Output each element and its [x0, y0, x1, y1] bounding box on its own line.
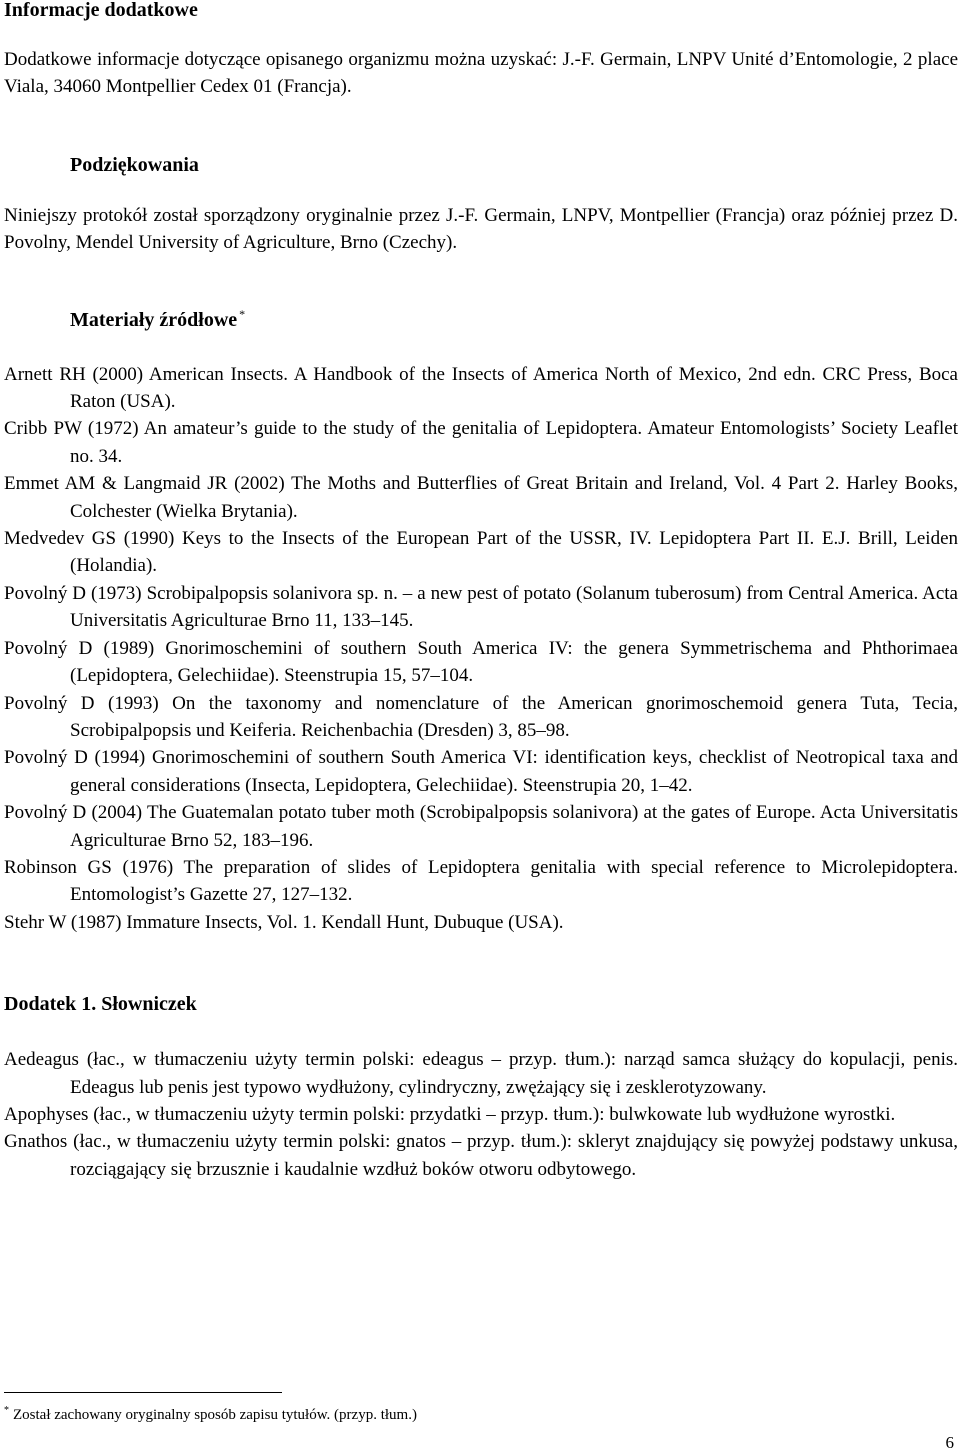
reference-item: Povolný D (1993) On the taxonomy and nomenclature of the American gnorimoschemoid genera Tuta, Tecia, Scrobipalpopsis und Keiferia. Reichenbachia (Dresden) 3, 85–98.: [4, 692, 958, 741]
reference-item: Povolný D (2004) The Guatemalan potato tuber moth (Scrobipalpopsis solanivora) at the gates of Europe. Acta Universitatis Agriculturae Brno 52, 183–196.: [4, 802, 958, 851]
document-page: [4, 0, 958, 1183]
reference-item: Cribb PW (1972) An amateur’s guide to the study of the genitalia of Lepidoptera. Amateur Entomologists’ Society Leaflet no. 34.: [4, 418, 958, 467]
section-title-references: [4, 307, 958, 334]
reference-item: Emmet AM & Langmaid JR (2002) The Moths and Butterflies of Great Britain and Ireland, Vol. 4 Part 2. Harley Books, Colchester (Wielka Brytania).: [4, 473, 958, 522]
glossary-list: [4, 1046, 958, 1183]
reference-item: Stehr W (1987) Immature Insects, Vol. 1. Kendall Hunt, Dubuque (USA).: [4, 911, 564, 933]
reference-item: Povolný D (1994) Gnorimoschemini of southern South America VI: identification keys, checklist of Neotropical taxa and general considerations (Insecta, Lepidoptera, Gelechiidae). Steenstrupia 20, 1–42.: [4, 747, 958, 796]
footnote-divider: [4, 1392, 282, 1393]
reference-item: Medvedev GS (1990) Keys to the Insects of the European Part of the USSR, IV. Lepidoptera Part II. E.J. Brill, Leiden (Holandia).: [4, 528, 958, 577]
section-title-additional-info: Informacje dodatkowe: [4, 0, 198, 21]
reference-item: Arnett RH (2000) American Insects. A Handbook of the Insects of America North of Mexico, 2nd edn. CRC Press, Boca Raton (USA).: [4, 363, 958, 413]
footnote-mark-bottom: *: [4, 1405, 9, 1416]
reference-item: Povolný D (1989) Gnorimoschemini of southern South America IV: the genera Symmetrischema and Phthorimaea (Lepidoptera, Gelechiidae). Steenstrupia 15, 57–104.: [4, 637, 958, 687]
glossary-entry: Apophyses (łac., w tłumaczeniu użyty termin polski: przydatki – przyp. tłum.): bulwkowate lub wydłużone wyrostki.: [4, 1103, 896, 1125]
references-title-text: Materiały źródłowe: [70, 308, 238, 331]
footnote-text: Został zachowany oryginalny sposób zapisu tytułów. (przyp. tłum.): [13, 1407, 417, 1423]
page-number: 6: [945, 1433, 954, 1452]
references-list: [4, 361, 958, 937]
footnote-mark: *: [239, 306, 246, 321]
reference-item: Povolný D (1973) Scrobipalpopsis solanivora sp. n. – a new pest of potato (Solanum tuberosum) from Central America. Acta Universitatis Agriculturae Brno 11, 133–145.: [4, 582, 958, 632]
section-title-acknowledgements: Podziękowania: [70, 153, 199, 176]
additional-info-text: Dodatkowe informacje dotyczące opisanego organizmu można uzyskać: J.-F. Germain, LNPV Unité d’Entomologie, 2 place Viala, 34060 Montpellier Cedex 01 (Francja).: [4, 49, 958, 98]
glossary-entry: Gnathos (łac., w tłumaczeniu użyty termin polski: gnatos – przyp. tłum.): skleryt znajdujący się powyżej podstawy unkusa, rozciągający się brzusznie i kaudalnie wzdłuż boków otworu odbytowego.: [4, 1131, 958, 1180]
acknowledgements-text: Niniejszy protokół został sporządzony oryginalnie przez J.-F. Germain, LNPV, Montpellier (Francja) oraz później przez D. Povolny, Mendel University of Agriculture, Brno (Czechy).: [4, 204, 958, 254]
glossary-entry: Aedeagus (łac., w tłumaczeniu użyty termin polski: edeagus – przyp. tłum.): narząd samca służący do kopulacji, penis. Edeagus lub penis jest typowo wydłużony, cylindryczny, zwężający się i zesklerotyzowany.: [4, 1049, 958, 1098]
reference-item: Robinson GS (1976) The preparation of slides of Lepidoptera genitalia with special reference to Microlepidoptera. Entomologist’s Gazette 27, 127–132.: [4, 856, 958, 906]
section-title-glossary: Dodatek 1. Słowniczek: [4, 993, 197, 1016]
footnote: [4, 1405, 417, 1425]
